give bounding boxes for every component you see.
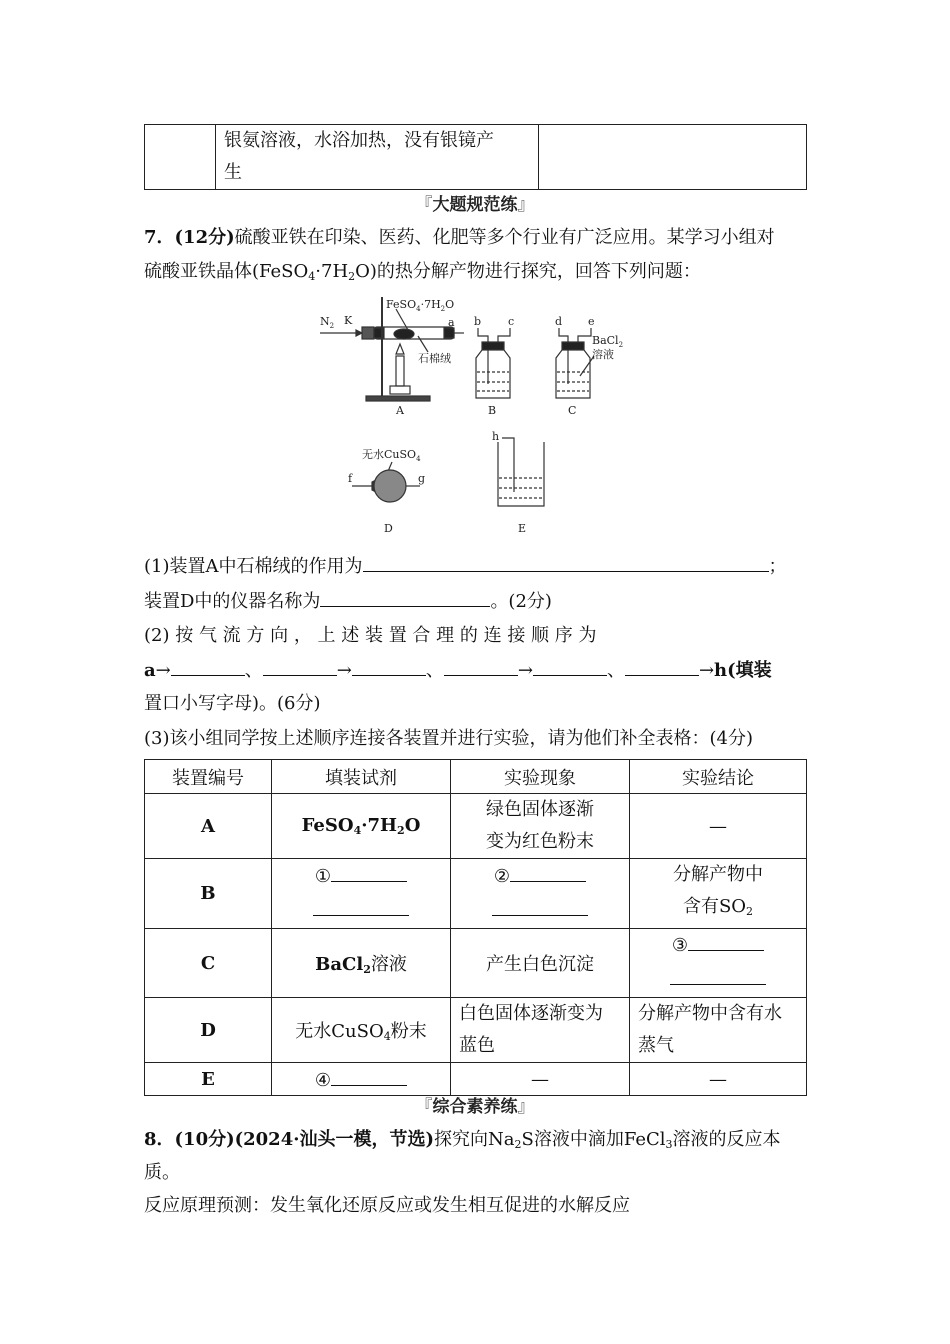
svg-text:无水CuSO4 xyxy=(362,447,421,463)
part3-text: (3)该小组同学按上述顺序连接各装置并进行实验，请为他们补全表格：(4分) xyxy=(144,728,753,749)
row-d-phen-1: 白色固体逐渐变为 xyxy=(459,1003,603,1024)
q8-sub-1: 2 xyxy=(514,1138,522,1151)
q8-text-2: 质。 xyxy=(144,1162,180,1183)
header-reagent: 填装试剂 xyxy=(272,760,451,794)
row-d-sub: 4 xyxy=(383,1030,391,1043)
q8-line3 xyxy=(144,1193,630,1219)
experiment-table xyxy=(144,759,807,1096)
answer-blank-c3[interactable] xyxy=(688,932,764,951)
row-a-mid: ·7H xyxy=(361,815,398,836)
tube-h xyxy=(502,438,514,492)
q7-line2 xyxy=(144,259,701,290)
q8-text-3: 反应原理预测：发生氧化还原反应或发生相互促进的水解反应 xyxy=(144,1195,630,1216)
section-banner-2: 『综合素养练』 xyxy=(415,1097,535,1117)
beaker xyxy=(498,442,544,506)
row-b-concl-1: 分解产物中 xyxy=(673,864,763,885)
fig-formula: FeSO xyxy=(386,298,417,311)
header-phenomenon: 实验现象 xyxy=(451,760,630,794)
row-e-phen: — xyxy=(451,1063,630,1096)
label-B: B xyxy=(488,404,497,417)
row-c-mark-3: ③ xyxy=(671,935,689,956)
row-d-end: 粉末 xyxy=(390,1021,427,1042)
stopcock-k xyxy=(362,327,374,339)
q7-text-2c: O)的热分解产物进行探究，回答下列问题： xyxy=(355,261,701,282)
row-b-id: B xyxy=(200,883,216,904)
row-e-id: E xyxy=(201,1068,215,1090)
drying-bulb xyxy=(374,470,406,502)
part1-text-2: 装置D中的仪器名称为 xyxy=(144,591,321,612)
part1-end-2: 。(2分) xyxy=(490,591,552,612)
q7-part2-line1 xyxy=(144,623,806,649)
table-row xyxy=(145,998,807,1063)
answer-blank-6[interactable] xyxy=(444,657,518,676)
label-D: D xyxy=(384,522,393,535)
q8-text-1b: S溶液中滴加FeCl xyxy=(521,1129,666,1150)
q8-score: (10分)(2024·汕头一模，节选) xyxy=(174,1129,435,1150)
fig-cuso: 无水CuSO xyxy=(362,448,417,461)
q7-part2-line3 xyxy=(144,691,321,717)
q8-number: 8． xyxy=(144,1129,175,1150)
answer-blank-1[interactable] xyxy=(363,553,769,572)
part2-text: (2) 按 气 流 方 向 ， 上 述 装 置 合 理 的 连 接 顺 序 为 xyxy=(144,625,597,646)
apparatus-c xyxy=(555,315,623,417)
q8-line2 xyxy=(144,1160,180,1186)
row-c-sub: 2 xyxy=(363,963,371,976)
top-table-empty-cell xyxy=(145,125,216,190)
fig-solution: 溶液 xyxy=(592,348,614,361)
label-C: C xyxy=(568,404,577,417)
part1-end: ； xyxy=(768,556,787,577)
part2-end: h(填装 xyxy=(714,660,772,681)
row-a-id: A xyxy=(201,815,215,837)
arrow-icon: → xyxy=(517,660,533,681)
label-e: e xyxy=(588,315,595,328)
top-table-text-2: 生 xyxy=(224,162,242,183)
row-d-reagent: 无水CuSO xyxy=(295,1021,384,1042)
table-header-row xyxy=(145,760,807,794)
row-b-mark-2: ② xyxy=(493,865,511,887)
q8-text-1c: 溶液的反应本 xyxy=(672,1129,781,1150)
top-table-text-cell xyxy=(216,125,539,190)
row-a-phen-2: 变为红色粉末 xyxy=(486,831,594,852)
fig-bacl: BaCl xyxy=(592,334,619,347)
row-a-reagent: FeSO xyxy=(301,815,354,836)
part2-sep-2: 、 xyxy=(425,660,444,681)
row-d-concl-2: 蒸气 xyxy=(638,1035,674,1056)
q7-text-1: 硫酸亚铁在印染、医药、化肥等多个行业有广泛应用。某学习小组对 xyxy=(234,227,775,248)
answer-blank-b1b[interactable] xyxy=(313,897,409,916)
label-b: b xyxy=(474,315,482,328)
answer-blank-7[interactable] xyxy=(533,657,607,676)
part2-sep-1: 、 xyxy=(244,660,263,681)
stopper-right xyxy=(444,328,454,338)
q7-number: 7． xyxy=(144,227,175,248)
row-a-end: O xyxy=(404,815,421,836)
row-e-concl: — xyxy=(630,1063,807,1096)
bottle-b-stopper xyxy=(482,342,504,350)
row-d-phen-2: 蓝色 xyxy=(459,1035,495,1056)
svg-text:FeSO4·7H2O xyxy=(386,298,454,313)
top-table-right-cell xyxy=(539,125,807,190)
section-banner-2-text: 综合素养练 xyxy=(432,1097,518,1117)
q7-line1 xyxy=(144,225,775,251)
apparatus-d xyxy=(348,447,425,535)
row-a-concl: — xyxy=(630,794,807,859)
q8-sub-2: 3 xyxy=(665,1138,673,1151)
svg-text:N2 xyxy=(320,315,334,330)
q8-text-1a: 探究向Na xyxy=(434,1129,515,1150)
answer-blank-b1[interactable] xyxy=(331,863,407,882)
top-table-text-1: 银氨溶液，水浴加热，没有银镜产 xyxy=(224,130,494,151)
apparatus-a xyxy=(320,297,464,417)
row-c-reagent: BaCl xyxy=(315,954,364,975)
header-conclusion: 实验结论 xyxy=(630,760,807,794)
arrow-head xyxy=(356,330,362,336)
row-b-concl-2: 含有SO xyxy=(682,896,747,917)
answer-blank-b2b[interactable] xyxy=(492,897,588,916)
label-g: g xyxy=(418,472,426,485)
q7-sub-4: 4 xyxy=(308,270,316,283)
svg-text:BaCl2 xyxy=(592,334,623,349)
row-c-id: C xyxy=(200,952,216,974)
answer-blank-4[interactable] xyxy=(263,657,337,676)
label-n2: N xyxy=(320,315,330,328)
arrow-icon: → xyxy=(698,660,715,681)
label-A: A xyxy=(396,404,404,417)
row-c-phen: 产生白色沉淀 xyxy=(451,929,630,998)
burner-base xyxy=(390,386,410,394)
bottle-c-stopper xyxy=(562,342,584,350)
label-h: h xyxy=(492,430,500,443)
table-row xyxy=(145,929,807,998)
stand-base xyxy=(366,396,430,401)
label-n2-sub: 2 xyxy=(329,322,335,330)
burner-flame xyxy=(396,344,404,354)
q7-part2-line2 xyxy=(144,657,772,684)
label-c: c xyxy=(508,315,515,328)
answer-blank-e4[interactable] xyxy=(331,1067,407,1086)
answer-blank-8[interactable] xyxy=(625,657,699,676)
top-table xyxy=(144,124,807,190)
table-row xyxy=(145,859,807,929)
label-E: E xyxy=(518,522,527,535)
part1-text: (1)装置A中石棉绒的作用为 xyxy=(144,556,363,577)
fig-cuso-sub: 4 xyxy=(416,455,421,463)
fig-formula-end: O xyxy=(445,298,455,311)
section-banner-1-text: 大题规范练 xyxy=(432,195,518,215)
header-device: 装置编号 xyxy=(145,760,272,794)
part2-a: a xyxy=(144,660,156,681)
fig-formula-rest: ·7H xyxy=(420,298,441,311)
tube-d xyxy=(559,328,568,384)
tube-b xyxy=(478,328,488,384)
answer-blank-3[interactable] xyxy=(171,657,245,676)
row-c-end: 溶液 xyxy=(370,954,407,975)
sample-pile xyxy=(394,329,414,339)
q7-part3-line xyxy=(144,726,753,752)
asbestos-pointer xyxy=(418,336,428,352)
section-banner-1: 『大题规范练』 xyxy=(415,195,535,215)
fig-formula-sub: 4 xyxy=(416,305,421,313)
q7-sub-2: 2 xyxy=(348,270,356,283)
label-asbestos: 石棉绒 xyxy=(418,352,451,365)
row-d-id: D xyxy=(200,1019,216,1041)
arrow-icon: → xyxy=(155,660,171,681)
q7-score: (12分) xyxy=(174,227,235,248)
apparatus-figure xyxy=(300,292,640,542)
q7-text-2b: ·7H xyxy=(315,261,349,282)
row-d-concl-1: 分解产物中含有水 xyxy=(638,1003,782,1024)
table-row xyxy=(145,794,807,859)
row-a-phen-1: 绿色固体逐渐 xyxy=(486,799,594,820)
table-row xyxy=(145,1063,807,1096)
q7-text-2a: 硫酸亚铁晶体(FeSO xyxy=(144,261,309,282)
row-e-mark-4: ④ xyxy=(314,1070,332,1091)
row-b-mark-1: ① xyxy=(314,865,332,887)
row-b-concl-sub: 2 xyxy=(746,905,754,918)
row-a-sub2: 2 xyxy=(397,824,405,837)
row-a-sub: 4 xyxy=(353,824,362,837)
label-a: a xyxy=(448,316,455,329)
label-d: d xyxy=(555,315,563,328)
q7-part1-line2 xyxy=(144,588,552,615)
apparatus-e xyxy=(492,430,544,535)
answer-blank-5[interactable] xyxy=(352,657,426,676)
label-f: f xyxy=(348,472,353,485)
q7-part1-line1 xyxy=(144,553,787,580)
answer-blank-b2[interactable] xyxy=(510,863,586,882)
part2-text-3: 置口小写字母)。(6分) xyxy=(144,693,321,714)
apparatus-b xyxy=(474,315,514,417)
answer-blank-2[interactable] xyxy=(320,588,490,607)
arrow-icon: → xyxy=(336,660,352,681)
burner-body xyxy=(396,356,404,386)
q8-line1 xyxy=(144,1127,781,1158)
label-k: K xyxy=(344,314,353,327)
fig-bacl-sub: 2 xyxy=(618,341,624,349)
answer-blank-c3b[interactable] xyxy=(670,966,766,985)
part2-sep-3: 、 xyxy=(606,660,625,681)
fig-formula-sub2: 2 xyxy=(440,305,446,313)
